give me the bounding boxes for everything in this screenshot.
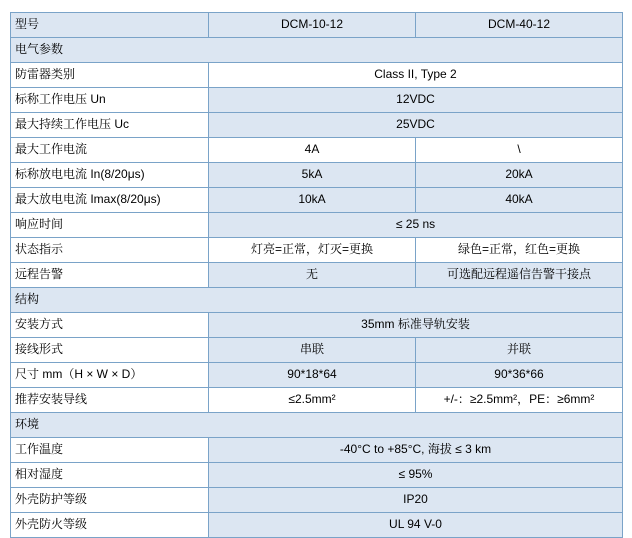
table-row-ip-rating: [11, 488, 623, 513]
value-status-col2: 灯亮=正常，灯灭=更换: [209, 238, 416, 263]
row-label-humidity: 相对湿度: [11, 463, 209, 488]
value-un: 12VDC: [209, 88, 623, 113]
value-operating-temp: -40°C to +85°C, 海拔 ≤ 3 km: [209, 438, 623, 463]
value-dimensions-col2: 90*18*64: [209, 363, 416, 388]
row-label-model: 型号: [11, 13, 209, 38]
table-row-max-current: [11, 138, 623, 163]
table-row-fire-rating: [11, 513, 623, 538]
table-row-uc: [11, 113, 623, 138]
value-mounting: 35mm 标准导轨安装: [209, 313, 623, 338]
table-row-model: [11, 13, 623, 38]
value-response-time: ≤ 25 ns: [209, 213, 623, 238]
value-imax-col3: 40kA: [416, 188, 623, 213]
value-recommended-wire-col2: ≤2.5mm²: [209, 388, 416, 413]
table-row-status-indication: [11, 238, 623, 263]
row-label-operating-temp: 工作温度: [11, 438, 209, 463]
model-dcm-40-12: DCM-40-12: [416, 13, 623, 38]
row-label-un: 标称工作电压 Un: [11, 88, 209, 113]
row-label-dimensions: 尺寸 mm（H × W × D）: [11, 363, 209, 388]
value-max-current-col2: 4A: [209, 138, 416, 163]
value-in-col3: 20kA: [416, 163, 623, 188]
section-title-electrical: 电气参数: [11, 38, 623, 63]
table-row-in: [11, 163, 623, 188]
value-dimensions-col3: 90*36*66: [416, 363, 623, 388]
row-label-mounting: 安装方式: [11, 313, 209, 338]
value-remote-alarm-col3: 可选配远程遥信告警干接点: [416, 263, 623, 288]
table-row-section-environment: [11, 413, 623, 438]
table-row-section-electrical: [11, 38, 623, 63]
specification-table: [10, 12, 623, 538]
table-row-wiring: [11, 338, 623, 363]
row-label-in: 标称放电电流 In(8/20μs): [11, 163, 209, 188]
table-row-remote-alarm: [11, 263, 623, 288]
value-status-col3: 绿色=正常，红色=更换: [416, 238, 623, 263]
table-row-imax: [11, 188, 623, 213]
table-row-humidity: [11, 463, 623, 488]
table-row-dimensions: [11, 363, 623, 388]
row-label-fire-rating: 外壳防火等级: [11, 513, 209, 538]
table-row-response-time: [11, 213, 623, 238]
value-recommended-wire-col3: +/-：≥2.5mm²，PE：≥6mm²: [416, 388, 623, 413]
table-row-spd-class: [11, 63, 623, 88]
value-spd-class: Class II, Type 2: [209, 63, 623, 88]
value-wiring-col3: 并联: [416, 338, 623, 363]
value-fire-rating: UL 94 V-0: [209, 513, 623, 538]
row-label-ip-rating: 外壳防护等级: [11, 488, 209, 513]
table-row-recommended-wire: [11, 388, 623, 413]
row-label-imax: 最大放电电流 Imax(8/20μs): [11, 188, 209, 213]
section-title-environment: 环境: [11, 413, 623, 438]
value-remote-alarm-col2: 无: [209, 263, 416, 288]
value-in-col2: 5kA: [209, 163, 416, 188]
section-title-structure: 结构: [11, 288, 623, 313]
value-ip-rating: IP20: [209, 488, 623, 513]
table-row-mounting: [11, 313, 623, 338]
table-row-un: [11, 88, 623, 113]
row-label-status-indication: 状态指示: [11, 238, 209, 263]
row-label-spd-class: 防雷器类别: [11, 63, 209, 88]
row-label-response-time: 响应时间: [11, 213, 209, 238]
table-row-operating-temp: [11, 438, 623, 463]
row-label-recommended-wire: 推荐安装导线: [11, 388, 209, 413]
row-label-uc: 最大持续工作电压 Uc: [11, 113, 209, 138]
value-wiring-col2: 串联: [209, 338, 416, 363]
value-humidity: ≤ 95%: [209, 463, 623, 488]
row-label-wiring: 接线形式: [11, 338, 209, 363]
value-uc: 25VDC: [209, 113, 623, 138]
row-label-remote-alarm: 远程告警: [11, 263, 209, 288]
value-imax-col2: 10kA: [209, 188, 416, 213]
table-row-section-structure: [11, 288, 623, 313]
value-max-current-col3: \: [416, 138, 623, 163]
row-label-max-current: 最大工作电流: [11, 138, 209, 163]
model-dcm-10-12: DCM-10-12: [209, 13, 416, 38]
